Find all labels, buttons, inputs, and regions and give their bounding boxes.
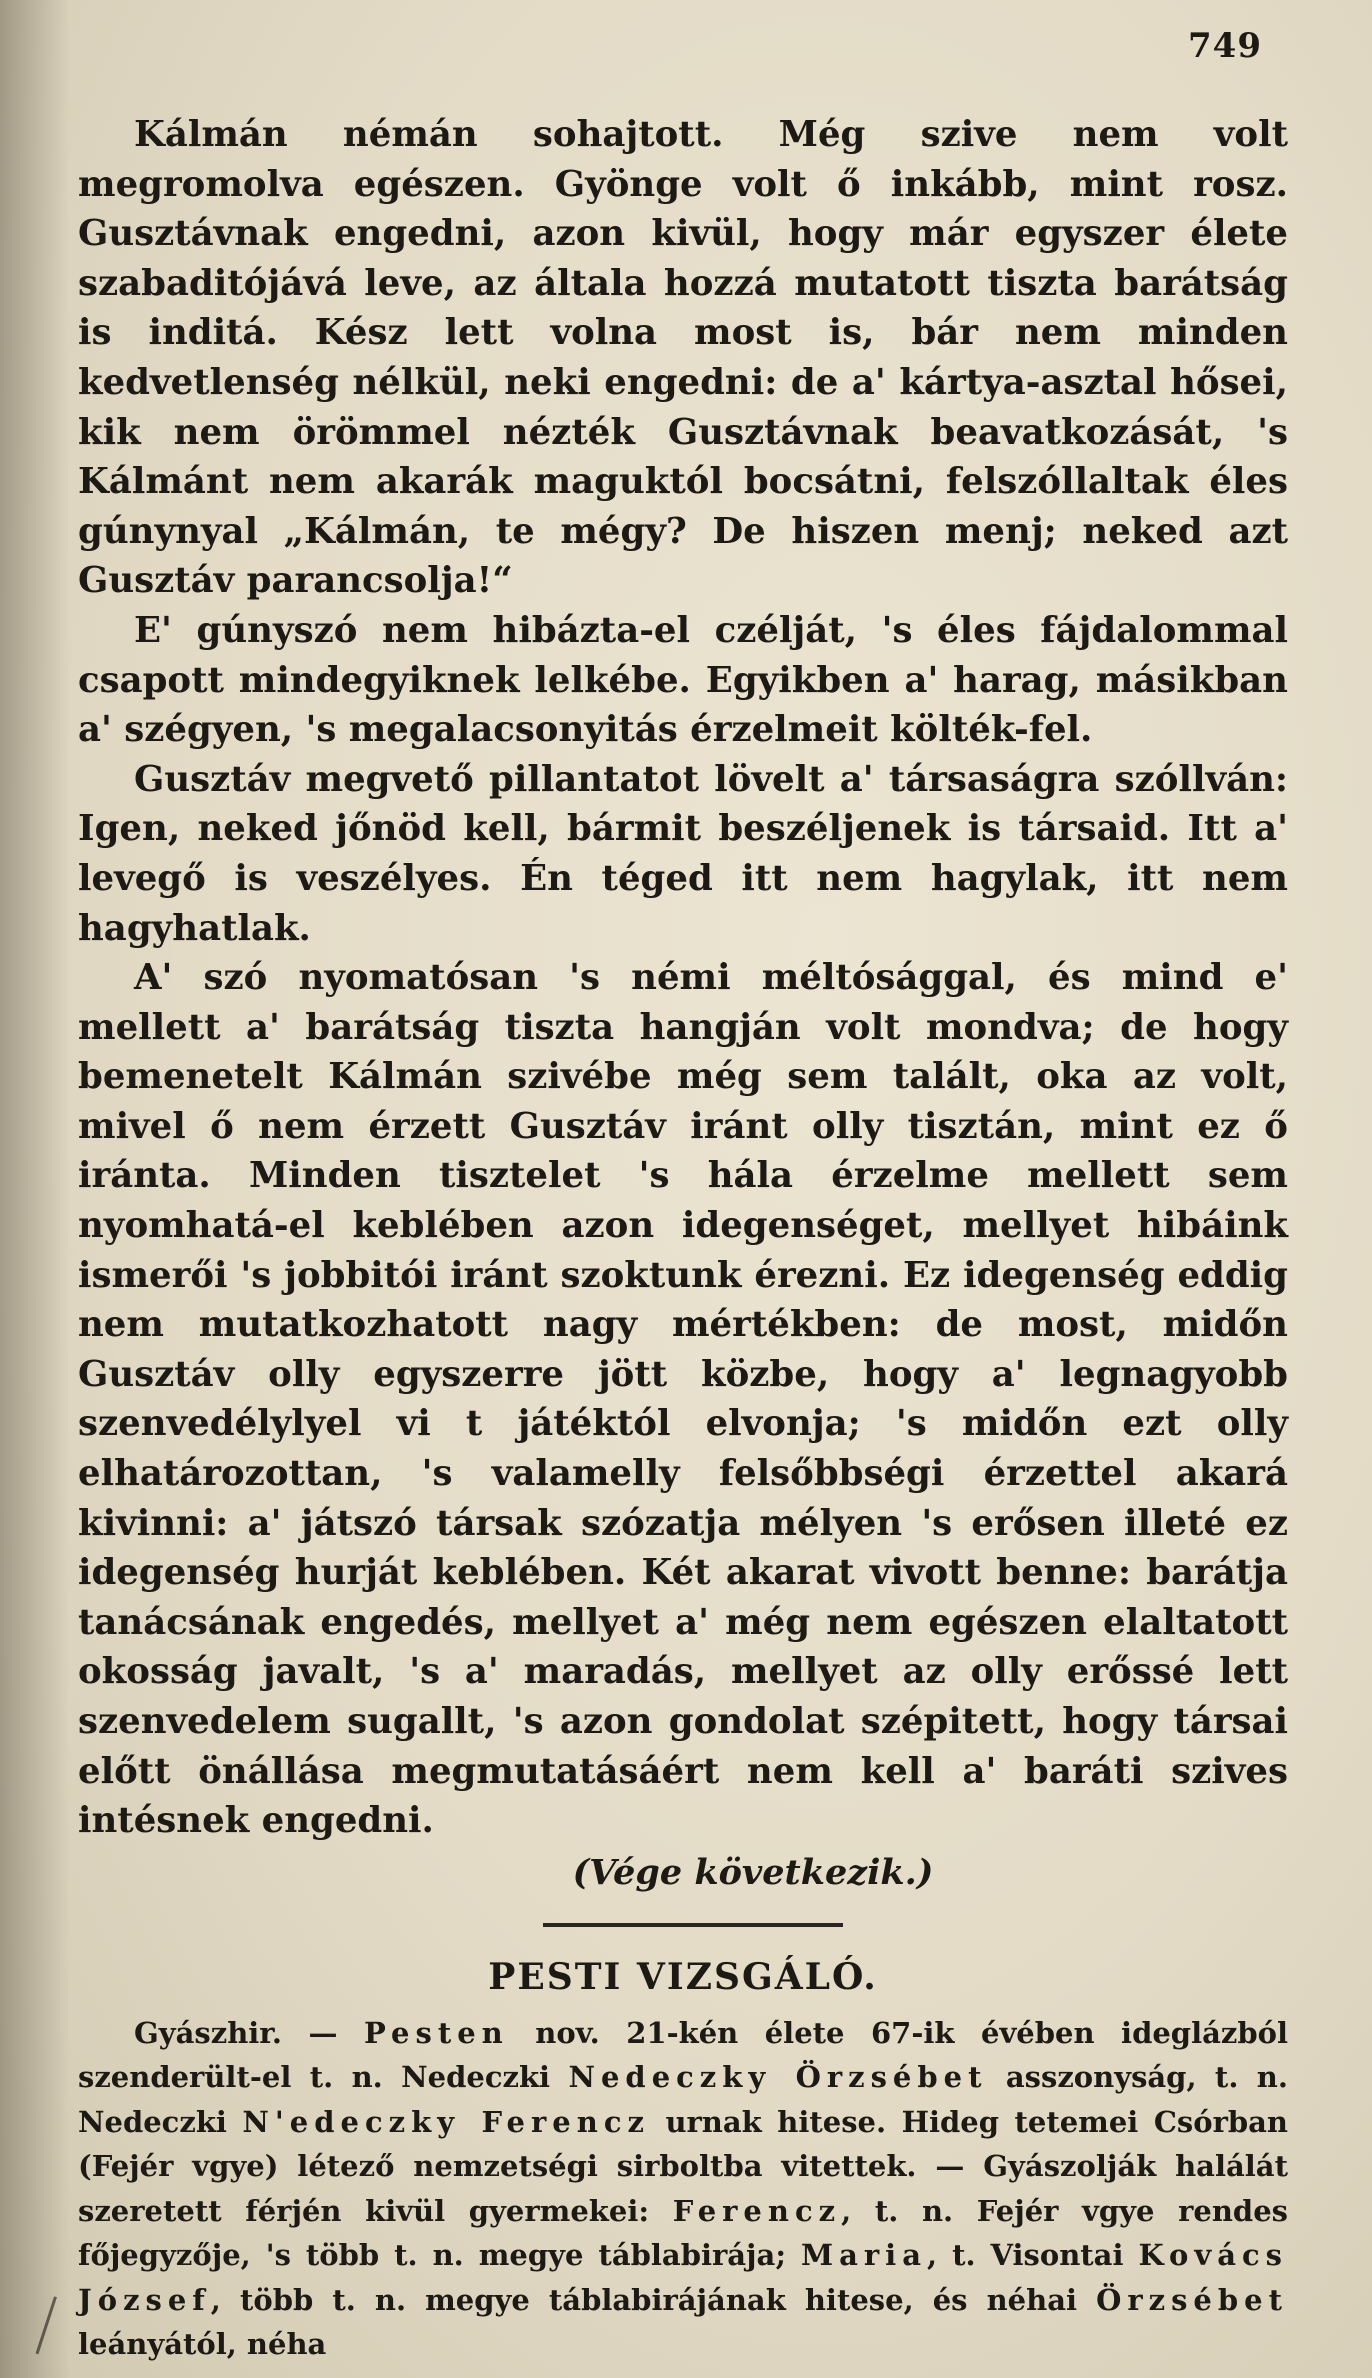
news-text-7: , több t. n. megye táblabirájának hitese, és néhai <box>210 2282 1097 2317</box>
section-divider <box>543 1923 843 1927</box>
news-spaced-2: Nedeczky Örzsébet <box>568 2060 988 2095</box>
paragraph-3: Gusztáv megvető pillantatot lövelt a' társaságra szóllván: Igen, neked jőnöd kell, bármit beszéljenek is társaid. Itt a' levegő is veszélyes. Én téged itt nem hagylak, itt nem hagyhatlak. <box>78 758 1288 949</box>
news-text-5: , t. n. Fejér vgye rendes főjegyzője, 's több t. n. megye táblabirája; <box>78 2193 1288 2273</box>
news-spaced-3: N'edeczky Ferencz <box>242 2104 650 2139</box>
paragraph-2: E' gúnyszó nem hibázta-el czélját, 's éles fájdalommal csapott mindegyiknek lelkébe. Egyikben a' harag, másikban a' szégyen, 's megalacsonyitás érzelmeit költék-fel. <box>78 609 1288 751</box>
news-text-6: , t. Visontai <box>927 2238 1139 2273</box>
news-text-4: urnak hitese. Hideg tetemei Csórban (Fejér vgye) létező nemzetségi sirboltba vitettek. — Gyászolják halálát szeretett férjén kivül gyermekei: <box>78 2104 1288 2228</box>
news-text-2: nov. 21-kén élete 67-ik évében ideglázból szenderült-el t. n. Nedeczki <box>78 2015 1288 2095</box>
page-number: 749 <box>1188 26 1262 66</box>
continuation-note: (Vége következik.) <box>572 1851 934 1893</box>
main-text <box>78 110 1288 2367</box>
paragraph-4: A' szó nyomatósan 's némi méltósággal, és mind e' mellett a' barátság tiszta hangján volt mondva; de hogy bemenetelt Kálmán szivébe még sem talált, oka az volt, mivel ő nem érzett Gusztáv iránt olly tisztán, mint ez ő iránta. Minden tisztelet 's hála érzelme mellett sem nyomhatá-el keblében azon idegenséget, mellyet hibáink ismerői 's jobbitói iránt szoktunk érezni. Ez idegenség eddig nem mutatkozhatott nagy mértékben: de most, midőn Gusztáv olly egyszerre jött közbe, hogy a' legnagyobb szenvedélylyel vi t játéktól elvonja; 's midőn ezt olly elhatározottan, 's valamelly felsőbbségi érzettel akará kivinni: a' játszó társak szózatja mélyen 's erősen illeté ez idegenség hurját keblében. Két akarat vivott benne: barátja tanácsának engedés, mellyet a' még nem egészen elaltatott okosság javalt, 's a' maradás, mellyet az olly erőssé lett szenvedelem sugallt, 's azon gondolat szépitett, hogy társai előtt önállása megmutatásáért nem kell a' baráti szives intésnek engedni. <box>78 957 1288 1842</box>
news-text-1: Gyászhir. — <box>134 2015 365 2050</box>
page-gutter-shadow <box>0 0 70 2378</box>
news-spaced-6: Kovács József <box>78 2238 1288 2317</box>
news-text-3: asszonyság, t. n. Nedeczki <box>78 2060 1288 2139</box>
news-text-8: leányától, néha <box>78 2327 327 2362</box>
news-spaced-7: Örzsébet <box>1096 2282 1288 2317</box>
news-spaced-5: Maria <box>801 2238 927 2273</box>
news-spaced-1: Pesten <box>364 2015 509 2050</box>
news-spaced-4: Ferencz <box>672 2193 842 2228</box>
news-item-obituary <box>78 2011 1288 2367</box>
section-title: PESTI VIZSGÁLÓ. <box>488 1956 878 1999</box>
paragraph-1: Kálmán némán sohajtott. Még szive nem volt megromolva egészen. Gyönge volt ő inkább, mint rosz. Gusztávnak engedni, azon kivül, hogy már egyszer élete szabaditójává leve, az általa hozzá mutatott tiszta barátság is inditá. Kész lett volna most is, bár nem minden kedvetlenség nélkül, neki engedni: de a' kártya-asztal hősei, kik nem örömmel nézték Gusztávnak beavatkozását, 's Kálmánt nem akarák maguktól bocsátni, felszóllaltak éles gúnynyal „Kálmán, te mégy? De hiszen menj; neked azt Gusztáv parancsolja!“ <box>78 114 1288 602</box>
